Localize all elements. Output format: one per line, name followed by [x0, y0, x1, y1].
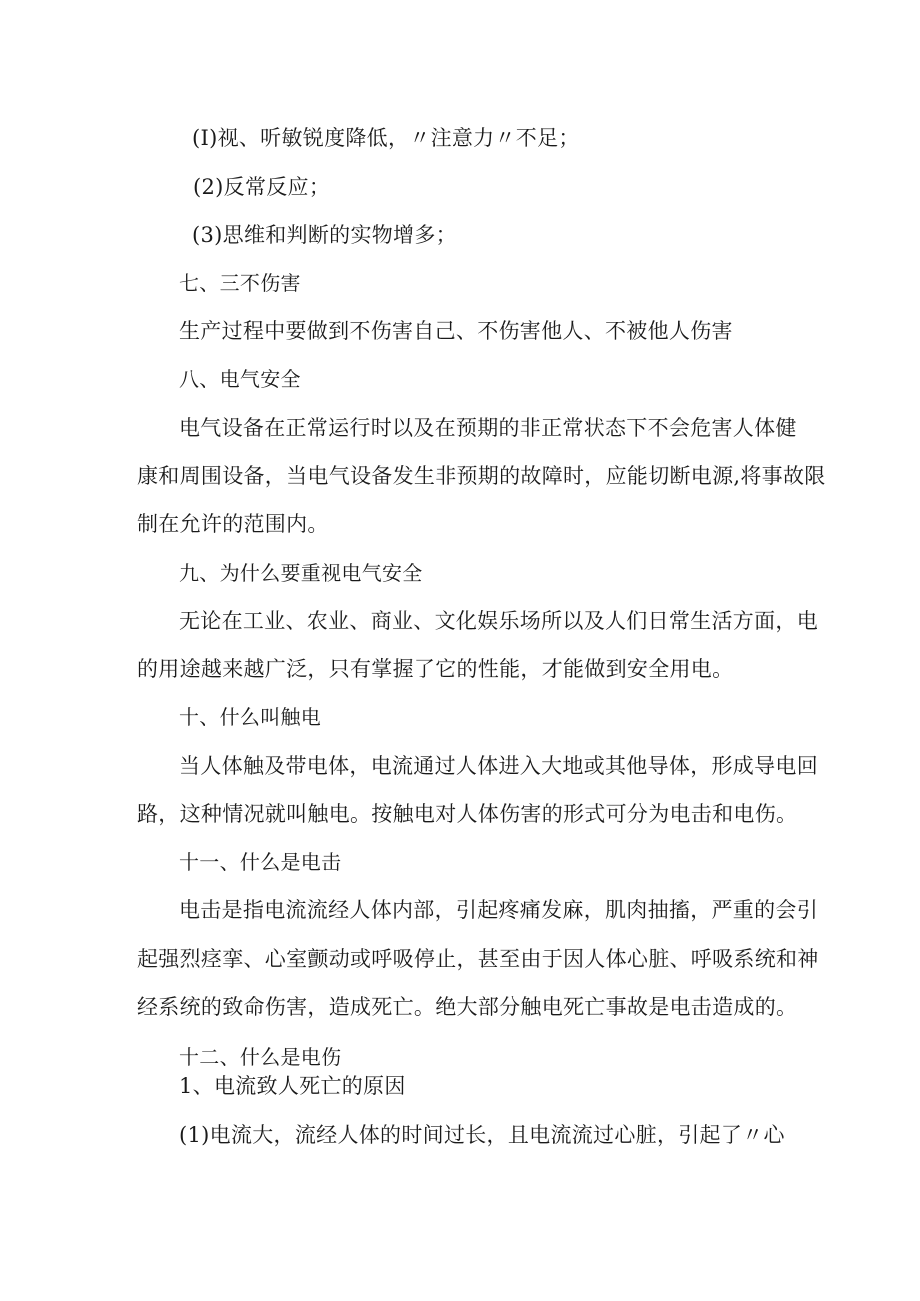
paragraph-line: 电击是指电流流经人体内部，引起疼痛发麻，肌肉抽搐，严重的会引 [179, 898, 818, 922]
paragraph-line: 无论在工业、农业、商业、文化娱乐场所以及人们日常生活方面，电 [179, 609, 818, 633]
subsection-heading: 1、电流致人死亡的原因 [179, 1074, 406, 1098]
paragraph-line: 生产过程中要做到不伤害自己、不伤害他人、不被他人伤害 [179, 319, 733, 343]
paragraph-line: 电气设备在正常运行时以及在预期的非正常状态下不会危害人体健 [179, 416, 797, 440]
list-item-4: (1)电流大，流经人体的时间过长，且电流流过心脏，引起了〃心 [179, 1123, 785, 1147]
paragraph-line: 路，这种情况就叫触电。按触电对人体伤害的形式可分为电击和电伤。 [137, 802, 798, 826]
paragraph-line: 的用途越来越广泛，只有掌握了它的性能，才能做到安全用电。 [137, 657, 734, 681]
section-heading-8: 八、电气安全 [179, 367, 301, 391]
list-item-2: (2)反常反应； [193, 175, 331, 199]
section-heading-10: 十、什么叫触电 [179, 705, 322, 729]
section-heading-9: 九、为什么要重视电气安全 [179, 561, 423, 585]
paragraph-line: 康和周围设备，当电气设备发生非预期的故障时，应能切断电源,将事故限 [137, 464, 826, 488]
list-item-3: (3)思维和判断的实物增多； [192, 223, 457, 247]
list-item-1: (I)视、听敏锐度降低，〃注意力〃不足； [192, 126, 580, 150]
paragraph-line: 当人体触及带电体，电流通过人体进入大地或其他导体，形成导电回 [179, 754, 818, 778]
paragraph-line: 起强烈痉挛、心室颤动或呼吸停止，甚至由于因人体心脏、呼吸系统和神 [137, 947, 819, 971]
section-heading-11: 十一、什么是电击 [179, 850, 342, 874]
section-heading-12: 十二、什么是电伤 [179, 1045, 342, 1069]
section-heading-7: 七、三不伤害 [179, 271, 301, 295]
paragraph-line: 制在允许的范围内。 [137, 512, 329, 536]
paragraph-line: 经系统的致命伤害，造成死亡。绝大部分触电死亡事故是电击造成的。 [137, 995, 798, 1019]
